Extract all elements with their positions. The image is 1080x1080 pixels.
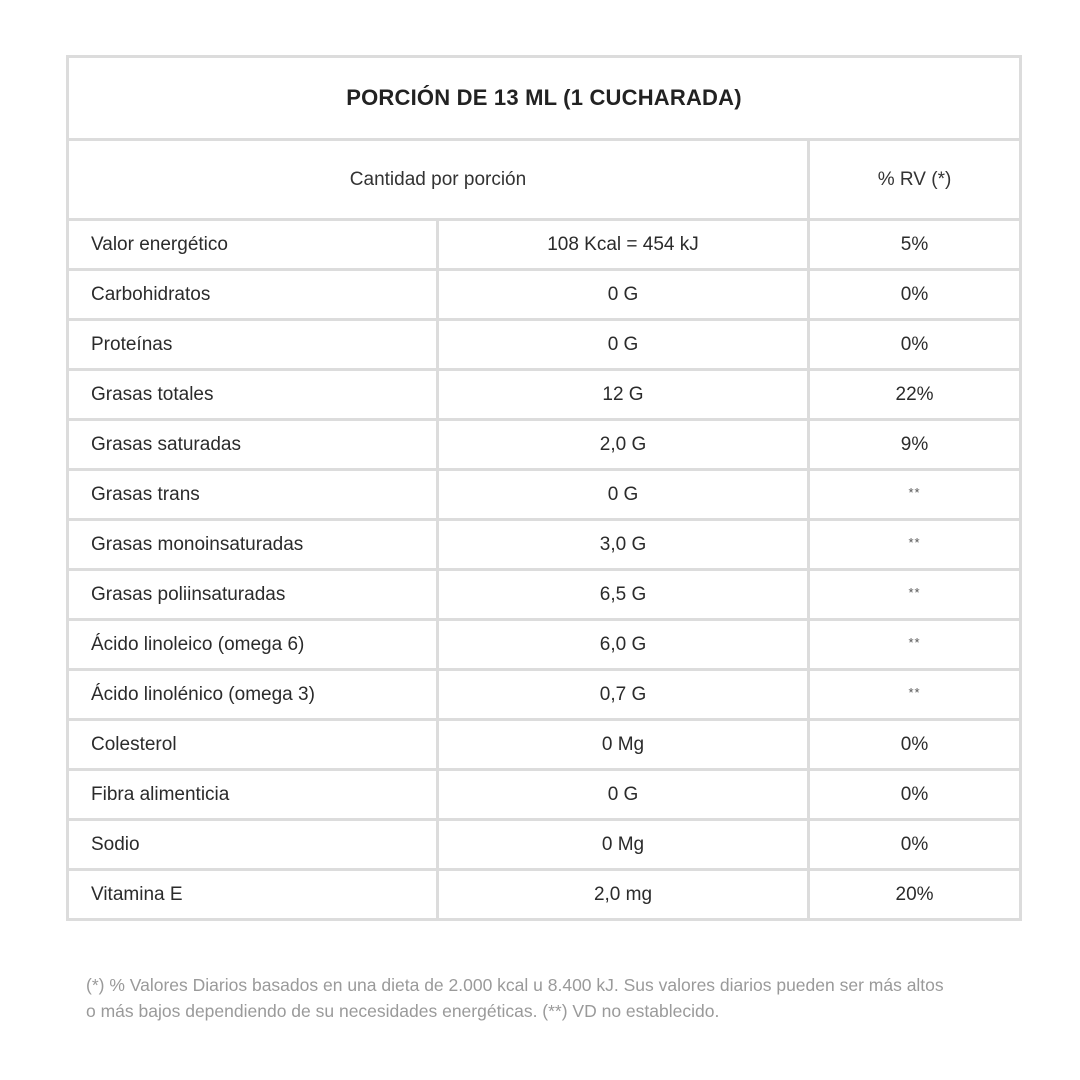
nutrient-amount: 6,0 G [438,620,809,670]
nutrient-amount: 2,0 G [438,420,809,470]
nutrient-name: Grasas monoinsaturadas [68,520,438,570]
table-title-row [68,57,1021,140]
footnote: (*) % Valores Diarios basados en una dieta de 2.000 kcal u 8.400 kJ. Sus valores diarios pueden ser más altos o más bajos dependiendo de su necesidades energéticas. (**) VD no establecido. [86,975,944,1021]
daily-value-text: 0% [900,833,929,855]
nutrient-name: Proteínas [68,320,438,370]
nutrient-amount: 0 G [438,470,809,520]
nutrient-daily-value [809,620,1021,670]
table-header-row [68,140,1021,220]
nutrient-amount: 0 G [438,270,809,320]
table-title: PORCIÓN DE 13 ML (1 CUCHARADA) [68,57,1021,140]
nutrient-name: Sodio [68,820,438,870]
nutrient-name: Grasas saturadas [68,420,438,470]
nutrient-daily-value [809,520,1021,570]
nutrient-name: Colesterol [68,720,438,770]
nutrient-daily-value [809,420,1021,470]
nutrient-name: Grasas poliinsaturadas [68,570,438,620]
daily-value-text: ** [908,634,921,650]
table-row [68,570,1021,620]
daily-value-text: 0% [900,333,929,355]
nutrient-amount: 0,7 G [438,670,809,720]
nutrient-name: Grasas trans [68,470,438,520]
nutrient-amount: 0 G [438,770,809,820]
nutrient-name: Fibra alimenticia [68,770,438,820]
nutrient-daily-value [809,670,1021,720]
nutrient-amount: 108 Kcal = 454 kJ [438,220,809,270]
table-row [68,520,1021,570]
daily-value-text: ** [908,534,921,550]
table-row [68,320,1021,370]
table-row [68,270,1021,320]
nutrient-daily-value [809,470,1021,520]
daily-value-text: 22% [895,383,934,405]
daily-value-text: ** [908,684,921,700]
table-row [68,420,1021,470]
nutrient-daily-value [809,720,1021,770]
nutrient-daily-value [809,220,1021,270]
daily-value-text: 0% [900,283,929,305]
table-row [68,770,1021,820]
header-amount-per-serving: Cantidad por porción [68,140,809,220]
table-row [68,220,1021,270]
daily-value-text: 0% [900,783,929,805]
nutrient-amount: 0 Mg [438,720,809,770]
nutrient-amount: 2,0 mg [438,870,809,920]
nutrient-daily-value [809,870,1021,920]
nutrition-facts-table [66,55,1022,921]
daily-value-text: 9% [900,433,929,455]
nutrient-daily-value [809,570,1021,620]
daily-value-text: 5% [900,233,929,255]
nutrient-daily-value [809,320,1021,370]
nutrient-name: Ácido linoleico (omega 6) [68,620,438,670]
table-row [68,870,1021,920]
daily-value-text: 0% [900,733,929,755]
nutrient-daily-value [809,770,1021,820]
table-row [68,370,1021,420]
nutrient-name: Carbohidratos [68,270,438,320]
nutrient-amount: 12 G [438,370,809,420]
table-row [68,670,1021,720]
nutrient-amount: 6,5 G [438,570,809,620]
daily-value-text: ** [908,584,921,600]
table-body [68,57,1021,920]
nutrient-name: Grasas totales [68,370,438,420]
daily-value-text: ** [908,484,921,500]
nutrient-daily-value [809,370,1021,420]
nutrient-amount: 0 Mg [438,820,809,870]
nutrient-amount: 0 G [438,320,809,370]
table-row [68,720,1021,770]
daily-value-text: 20% [895,883,934,905]
table-row [68,470,1021,520]
nutrient-amount: 3,0 G [438,520,809,570]
table-row [68,820,1021,870]
nutrient-name: Ácido linolénico (omega 3) [68,670,438,720]
nutrient-name: Valor energético [68,220,438,270]
nutrient-daily-value [809,820,1021,870]
table-row [68,620,1021,670]
nutrient-name: Vitamina E [68,870,438,920]
nutrient-daily-value [809,270,1021,320]
header-daily-value: % RV (*) [809,140,1021,220]
